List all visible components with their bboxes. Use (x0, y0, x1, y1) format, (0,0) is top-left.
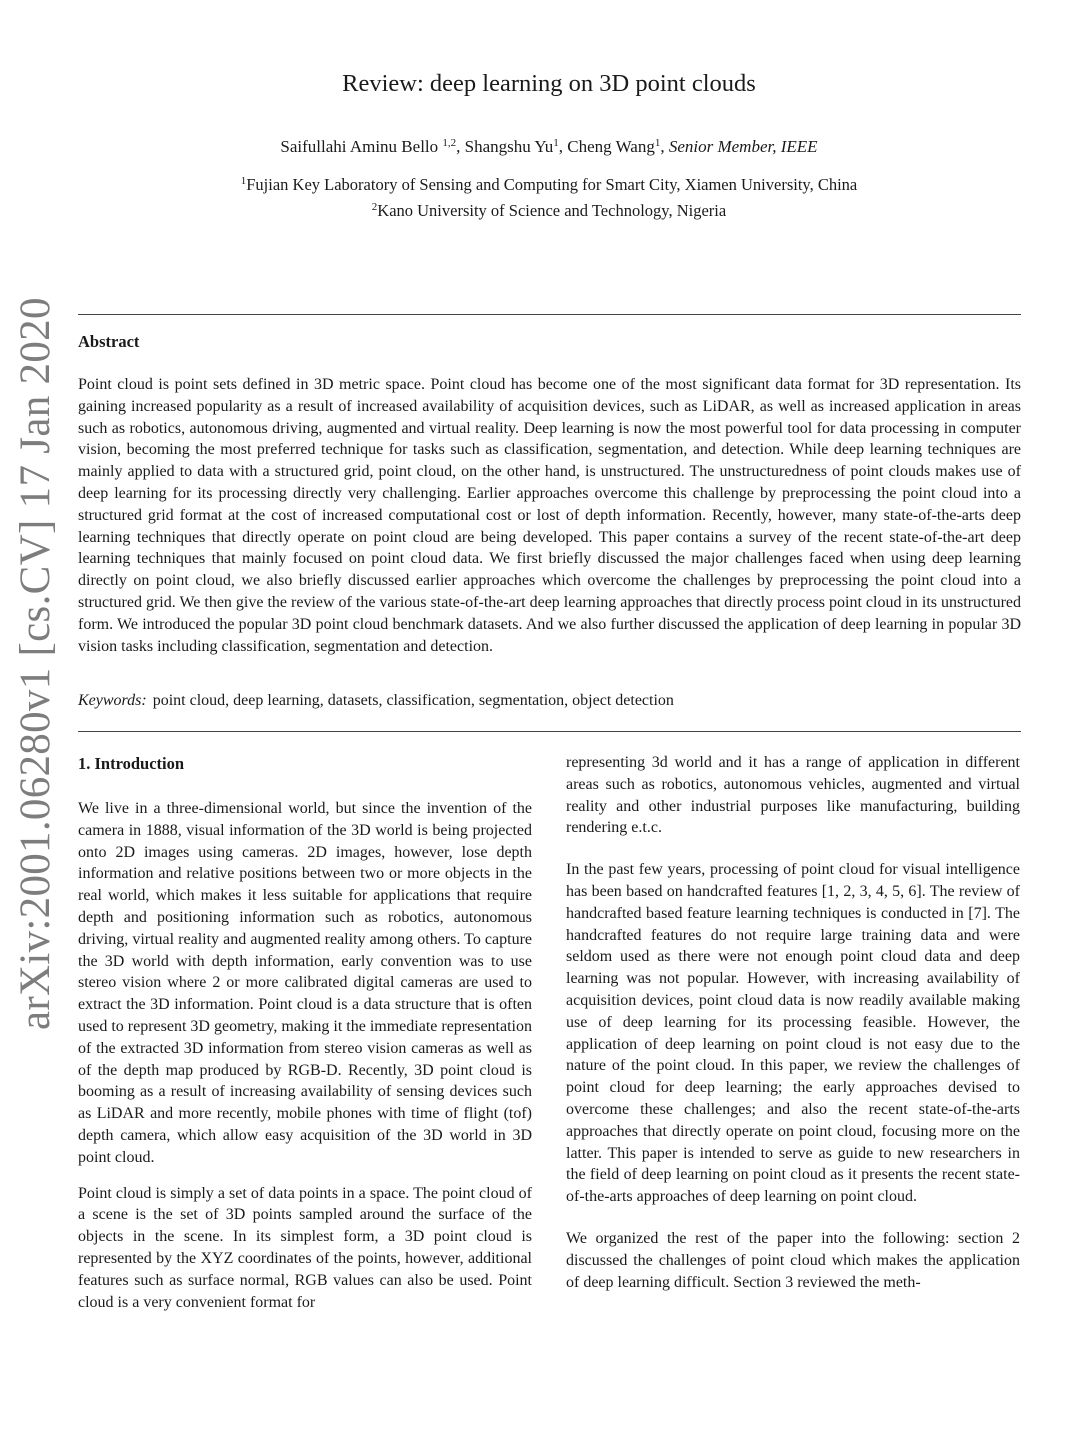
abstract-text: Point cloud is point sets defined in 3D metric space. Point cloud has become one of the most significant data format for 3D representation. Its gaining increased popularity as a result of increased availability of acquisition devices, such as LiDAR, as well as increased application in areas such as robotics, autonomous driving, augmented and virtual reality. Deep learning is now the most powerful tool for data processing in computer vision, becoming the most preferred technique for tasks such as classification, segmentation, and detection. While deep learning techniques are mainly applied to data with a structured grid, point cloud, on the other hand, is unstructured. The unstructuredness of point clouds makes use of deep learning for its processing directly very challenging. Earlier approaches overcome this challenge by preprocessing the point cloud into a structured grid format at the cost of increased computational cost or lost of depth information. Recently, however, many state-of-the-arts deep learning techniques that directly operate on point cloud are being developed. This paper contains a survey of the recent state-of-the-art deep learning techniques that mainly focused on point cloud data. We first briefly discussed the major challenges faced when using deep learning directly on point cloud, we also briefly discussed earlier approaches which overcome the challenges by preprocessing the point cloud into a structured grid. We then give the review of the various state-of-the-art deep learning approaches that directly process point cloud in its unstructured form. We introduced the popular 3D point cloud benchmark datasets. And we also further discussed the application of deep learning in popular 3D vision tasks including classification, segmentation and detection. (78, 376, 1021, 655)
affiliation-text: Kano University of Science and Technology, Nigeria (377, 201, 727, 220)
author-name: , Cheng Wang (558, 137, 655, 156)
author-separator: , (660, 137, 669, 156)
body-paragraph: We live in a three-dimensional world, but since the invention of the camera in 1888, visual information of the 3D world is being projected onto 2D images using cameras. 2D images, however, lose depth information and relative positions between two or more objects in the real world, which makes it less suitable for applications that require depth and positioning information such as robotics, autonomous driving, virtual reality and augmented reality among others. To capture the 3D world with depth information, early convention was to use stereo vision where 2 or more calibrated digital cameras are used to extract the 3D information. Point cloud is a data structure that is often used to represent 3D geometry, making it the immediate representation of the extracted 3D information from stereo vision cameras as well as of the depth map produced by RGB-D. Recently, 3D point cloud is booming as a result of increasing availability of sensing devices such as LiDAR and more recently, mobile phones with time of flight (tof) depth camera, which allow easy acquisition of the 3D world in 3D point cloud. (78, 800, 532, 1166)
author-affiliation-mark: 1 (654, 137, 661, 149)
paper-title: Review: deep learning on 3D point clouds (342, 70, 756, 97)
affiliation-mark: 2 (371, 201, 378, 213)
affiliation-text: Fujian Key Laboratory of Sensing and Computing for Smart City, Xiamen University, China (246, 175, 858, 194)
author-affiliation-mark: 1 (553, 137, 559, 149)
author-list (0, 130, 1080, 160)
affiliation-list (0, 170, 1080, 222)
body-paragraph: We organized the rest of the paper into the following: section 2 discussed the challenges of point cloud which makes the application of deep learning difficult. Section 3 reviewed the meth- (566, 1229, 1020, 1291)
author-affiliation-mark: 1,2 (442, 137, 457, 149)
author-name: Saifullahi Aminu Bello (280, 137, 443, 156)
body-paragraph: Point cloud is simply a set of data points in a space. The point cloud of a scene is the set of 3D points sampled around the surface of the objects in the scene. In its simplest form, a 3D point cloud is represented by the XYZ coordinates of the points, however, additional features such as surface normal, RGB values can also be used. Point cloud is a very convenient format for (78, 1184, 532, 1311)
keywords-line (78, 690, 1021, 712)
left-column (78, 752, 532, 1327)
author-name: , Shangshu Yu (456, 137, 554, 156)
body-paragraph: representing 3d world and it has a range of application in different areas such as robotics, autonomous vehicles, augmented and virtual reality and other industrial purposes like manufacturing, building rendering e.t.c. (566, 754, 1020, 837)
section-heading-introduction: 1. Introduction (78, 754, 185, 773)
right-column (566, 752, 1020, 1307)
affiliation-line (0, 196, 1080, 222)
affiliation-line (0, 170, 1080, 196)
body-paragraph: In the past few years, processing of point cloud for visual intelligence has been based on handcrafted features [1, 2, 3, 4, 5, 6]. The review of handcrafted based feature learning techniques is conducted in [7]. The handcrafted features do not require large training data and were seldom used as there were not enough point cloud data and deep learning was not popular. However, with increasing availability of acquisition devices, point cloud data is now readily available making use of deep learning for its processing feasible. However, the application of deep learning on point cloud is not easy due to the nature of the point cloud. In this paper, we review the challenges of point cloud for deep learning; the early approaches devised to overcome these challenges; and also the recent state-of-the-arts approaches that directly operate on point cloud, focusing more on the latter. This paper is intended to serve as guide to new researchers in the field of deep learning on point cloud as it presents the recent state-of-the-arts approaches of deep learning on point cloud. (566, 861, 1020, 1206)
abstract-heading: Abstract (78, 332, 140, 351)
abstract-top-rule (78, 314, 1021, 315)
arxiv-identifier-stamp: arXiv:2001.06280v1 [cs.CV] 17 Jan 2020 (12, 297, 59, 1030)
abstract-bottom-rule (78, 731, 1021, 732)
affiliation-mark: 1 (240, 175, 247, 187)
author-membership: Senior Member, IEEE (668, 137, 818, 156)
keywords-label: Keywords: (78, 692, 147, 709)
keywords-text: point cloud, deep learning, datasets, classification, segmentation, object detection (152, 692, 674, 709)
